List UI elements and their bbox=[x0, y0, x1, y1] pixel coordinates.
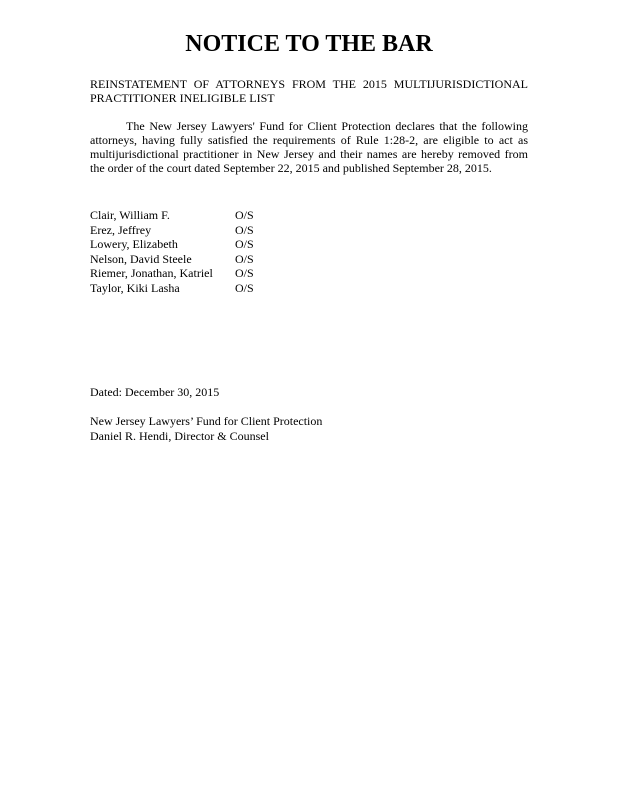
signature-block bbox=[90, 414, 528, 443]
attorney-status: O/S bbox=[235, 222, 254, 237]
attorney-status: O/S bbox=[235, 208, 254, 222]
list-item bbox=[90, 252, 528, 267]
attorney-status: O/S bbox=[235, 251, 254, 266]
attorney-status: O/S bbox=[235, 266, 254, 280]
attorney-name: Riemer, Jonathan, Katriel bbox=[90, 266, 213, 280]
signature-organization: New Jersey Lawyers’ Fund for Client Protection bbox=[90, 414, 323, 428]
attorney-list bbox=[90, 208, 528, 295]
attorney-name: Lowery, Elizabeth bbox=[90, 237, 178, 251]
list-item bbox=[90, 208, 528, 223]
page-title: NOTICE TO THE BAR bbox=[185, 31, 433, 57]
list-item bbox=[90, 266, 528, 281]
list-item bbox=[90, 223, 528, 238]
attorney-name: Nelson, David Steele bbox=[90, 251, 192, 266]
attorney-status: O/S bbox=[235, 237, 254, 251]
attorney-name: Clair, William F. bbox=[90, 208, 170, 222]
dated-line: Dated: December 30, 2015 bbox=[90, 385, 220, 399]
attorney-status: O/S bbox=[235, 280, 254, 295]
notice-paragraph: The New Jersey Lawyers' Fund for Client Protection declares that the following attorneys, having fully satisfied the requirements of Rule 1:28-2, are eligible to act as multijurisdictional practitioner in New Jersey and their names are hereby removed from the order of the court dated September 22, 2015 and published September 28, 2015. bbox=[90, 119, 528, 175]
signature-signer: Daniel R. Hendi, Director & Counsel bbox=[90, 428, 269, 443]
attorney-name: Erez, Jeffrey bbox=[90, 222, 152, 237]
list-item bbox=[90, 237, 528, 252]
list-item bbox=[90, 281, 528, 296]
attorney-name: Taylor, Kiki Lasha bbox=[90, 280, 180, 295]
notice-subheading: REINSTATEMENT OF ATTORNEYS FROM THE 2015 MULTIJURISDICTIONAL PRACTITIONER INELIGIBLE LIST bbox=[90, 77, 528, 105]
